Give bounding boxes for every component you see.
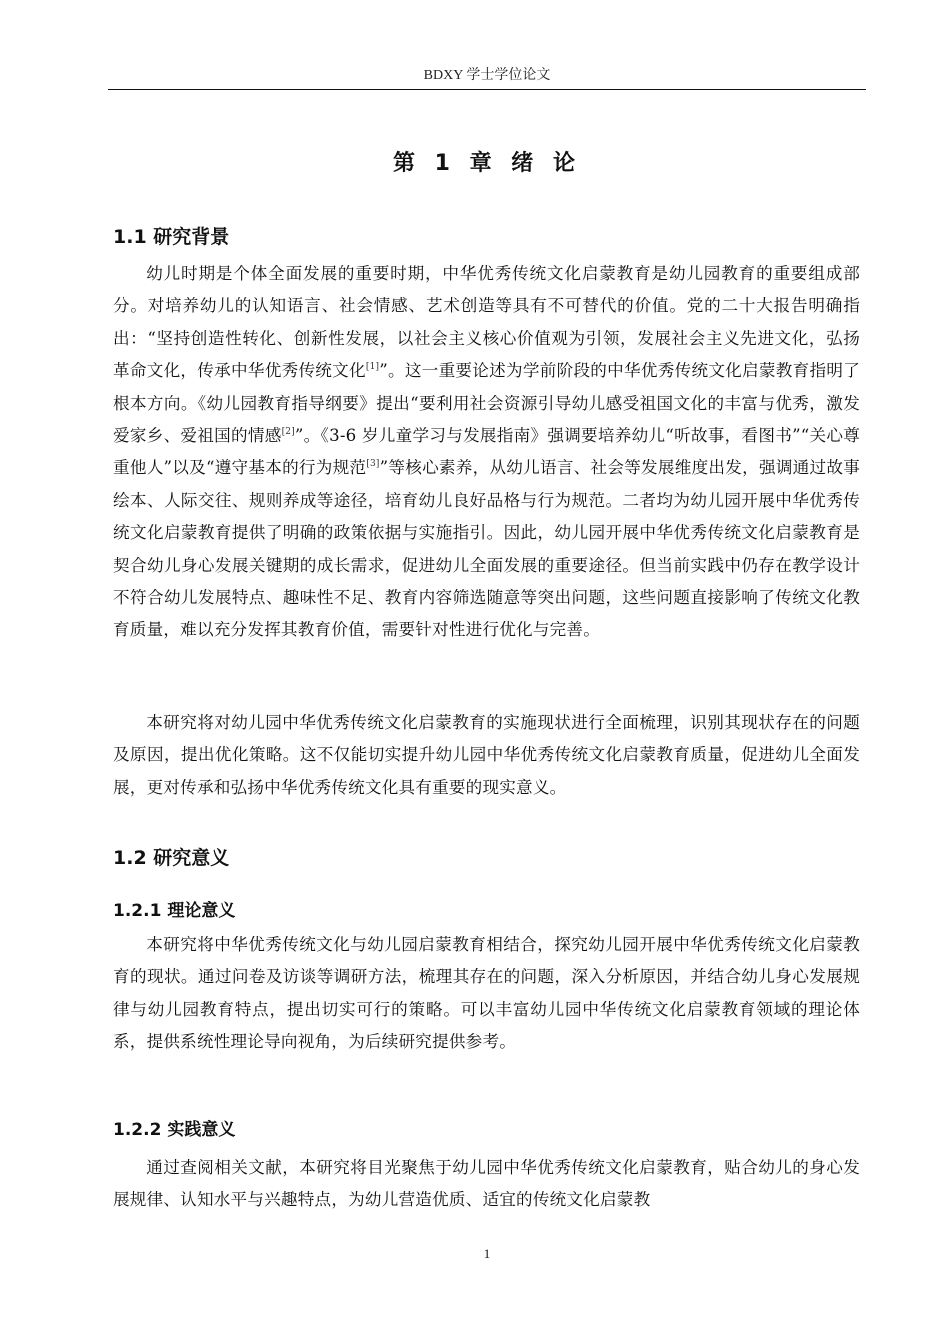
chapter-title: 第 1 章 绪 论 [393,151,581,176]
running-header: BDXY 学士学位论文 [423,68,551,83]
header-rule [108,89,866,90]
subsection-heading-1-2-1: 1.2.1 理论意义 [113,901,236,921]
section-heading-1-2: 1.2 研究意义 [113,847,230,869]
paragraph-background-1 [113,258,860,647]
paragraph-background-2: 本研究将对幼儿园中华优秀传统文化启蒙教育的实施现状进行全面梳理，识别其现状存在的问题及原因，提出优化策略。这不仅能切实提升幼儿园中华优秀传统文化启蒙教育质量，促进幼儿全面发展，更对传承和弘扬中华优秀传统文化具有重要的现实意义。 [113,713,860,797]
citation-ref-2: [2] [281,427,295,438]
page-number: 1 [483,1246,491,1261]
citation-ref-1: [1] [365,362,380,373]
section-heading-1-1: 1.1 研究背景 [113,226,230,248]
paragraph-text: 幼儿时期是个体全面发展的重要时期，中华优秀传统文化启蒙教育是幼儿园教育的重要组成部分。对培养幼儿的认知语言、社会情感、艺术创造等具有不可替代的价值。党的二十大报告明确指出：“坚持创造性转化、创新性发展，以社会主义核心价值观为引领，发展社会主义先进文化，弘扬革命文化，传承中华优秀传统文化 [113,264,860,381]
paragraph-text: ”等核心素养，从幼儿语言、社会等发展维度出发，强调通过故事绘本、人际交往、规则养成等途径，培育幼儿良好品格与行为规范。二者均为幼儿园开展中华优秀传统文化启蒙教育提供了明确的政策依据与实施指引。因此，幼儿园开展中华优秀传统文化启蒙教育是契合幼儿身心发展关键期的成长需求，促进幼儿全面发展的重要途径。但当前实践中仍存在教学设计不符合幼儿发展特点、趣味性不足、教育内容筛选随意等突出问题，这些问题直接影响了传统文化教育质量，难以充分发挥其教育价值，需要针对性进行优化与完善。 [113,458,860,640]
paragraph-text: ”。《3-6 岁儿童学习与发展指南》强调要培养幼儿“听故事，看图书”“关心尊重他人”以及“遵守基本的行为规范 [113,426,861,478]
citation-ref-3: [3] [366,459,380,470]
paragraph-practical-significance: 通过查阅相关文献，本研究将目光聚焦于幼儿园中华优秀传统文化启蒙教育，贴合幼儿的身心发展规律、认知水平与兴趣特点，为幼儿营造优质、适宜的传统文化启蒙教 [113,1158,860,1210]
paragraph-text: ”。这一重要论述为学前阶段的中华优秀传统文化启蒙教育指明了根本方向。《幼儿园教育指导纲要》提出“要利用社会资源引导幼儿感受祖国文化的丰富与优秀，激发爱家乡、爱祖国的情感 [113,361,860,446]
subsection-heading-1-2-2: 1.2.2 实践意义 [113,1120,236,1140]
paragraph-theoretical-significance: 本研究将中华优秀传统文化与幼儿园启蒙教育相结合，探究幼儿园开展中华优秀传统文化启蒙教育的现状。通过问卷及访谈等调研方法，梳理其存在的问题，深入分析原因，并结合幼儿身心发展规律与幼儿园教育特点，提出切实可行的策略。可以丰富幼儿园中华传统文化启蒙教育领域的理论体系，提供系统性理论导向视角，为后续研究提供参考。 [113,935,860,1052]
